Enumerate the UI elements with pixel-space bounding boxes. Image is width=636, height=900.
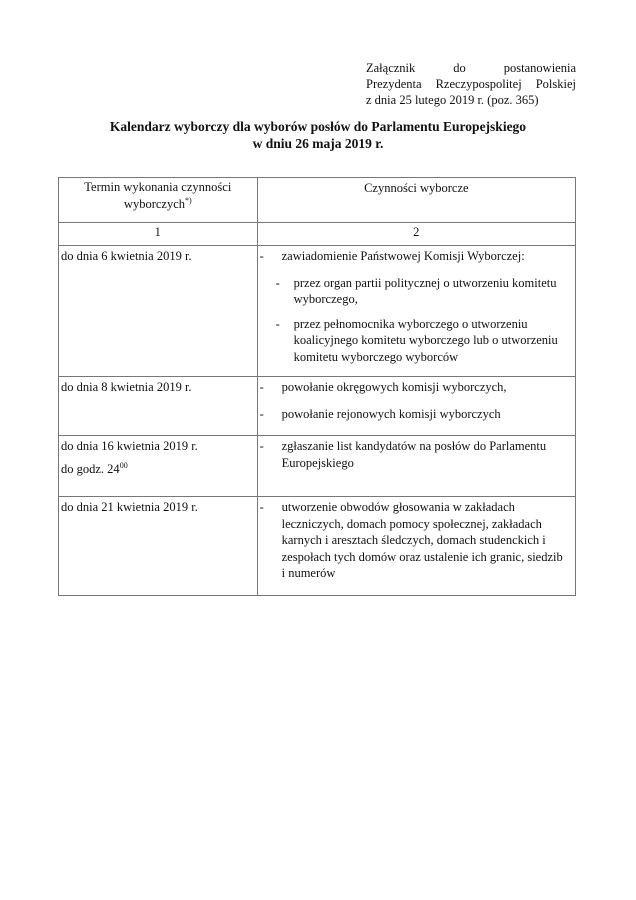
term-text: do dnia 21 kwietnia 2019 r. [61, 500, 198, 514]
annex-line-3: z dnia 25 lutego 2019 r. (poz. 365) [366, 93, 539, 107]
annex-line-2: Prezydenta Rzeczypospolitej Polskiej [366, 77, 576, 91]
subitem-text: przez organ partii politycznej o utworzeniu komitetu wyborczego, [293, 275, 557, 306]
table-row [59, 436, 576, 497]
action-text: powołanie rejonowych komisji wyborczych [281, 406, 501, 421]
action-text: powołanie okręgowych komisji wyborczych, [281, 380, 507, 394]
header-cell-actions [257, 178, 575, 223]
action-cell [257, 246, 575, 377]
header-term-line-1: Termin wykonania czynności [84, 180, 232, 194]
action-subitem: - przez pełnomocnika wyborczego o utworzeniu koalicyjnego komitetu wyborczego lub o utworzeniu komitetu wyborczego wyborców [258, 316, 575, 366]
action-item: - powołanie rejonowych komisji wyborczych [258, 406, 575, 423]
action-item: - powołanie okręgowych komisji wyborczych, [258, 377, 575, 396]
header-cell-term [59, 178, 258, 223]
term-cell [59, 436, 258, 497]
term-cell [59, 497, 258, 596]
term-cell [59, 246, 258, 377]
action-subitem: - przez organ partii politycznej o utworzeniu komitetu wyborczego, [258, 275, 575, 308]
column-number-1: 1 [59, 223, 258, 246]
term-text: do dnia 8 kwietnia 2019 r. [61, 380, 192, 394]
action-cell [257, 436, 575, 497]
annex-word-1: Załącznik [366, 61, 416, 75]
title-line-2: w dniu 26 maja 2019 r. [252, 136, 384, 151]
term-cell [59, 377, 258, 436]
column-number-2: 2 [257, 223, 575, 246]
term-text: do dnia 16 kwietnia 2019 r. [61, 439, 198, 453]
action-item: - zawiadomienie Państwowej Komisji Wyborczej: [258, 246, 575, 265]
footnote-marker: *) [185, 195, 192, 205]
term-text: do dnia 6 kwietnia 2019 r. [61, 249, 192, 263]
document-title [0, 118, 636, 152]
annex-line-1 [366, 60, 576, 76]
election-calendar-table [58, 177, 576, 596]
title-line-1: Kalendarz wyborczy dla wyborów posłów do Parlamentu Europejskiego [109, 119, 527, 134]
table-row [59, 377, 576, 436]
annex-word-2: do [453, 61, 466, 75]
table-row [59, 246, 576, 377]
term-time: do godz. $24^{00}$ [61, 460, 128, 476]
action-text: utworzenie obwodów głosowania w zakładach leczniczych, domach pomocy społecznej, zakładach karnych i aresztach śledczych, domach studenckich i zespołach tych domów oraz ustalenie ich granic, siedzib i numerów [281, 500, 563, 580]
action-text: zgłaszanie list kandydatów na posłów do Parlamentu Europejskiego [281, 439, 547, 470]
header-actions-label: Czynności wyborcze [364, 181, 469, 195]
table-header-row [59, 178, 576, 223]
action-item: - zgłaszanie list kandydatów na posłów do Parlamentu Europejskiego [258, 436, 575, 471]
action-cell [257, 497, 575, 596]
action-text: zawiadomienie Państwowej Komisji Wyborczej: [281, 249, 525, 263]
subitem-text: przez pełnomocnika wyborczego o utworzeniu koalicyjnego komitetu wyborczego lub o utworzeniu komitetu wyborczego wyborców [293, 316, 558, 364]
column-number-row [59, 223, 576, 246]
table-row [59, 497, 576, 596]
action-item: - utworzenie obwodów głosowania w zakładach leczniczych, domach pomocy społecznej, zakładach karnych i aresztach śledczych, domach studenckich i zespołach tych domów oraz ustalenie ich granic, siedzib i numerów [258, 497, 575, 582]
annex-word-3: postanowienia [503, 61, 576, 75]
header-term-line-2: wyborczych [123, 196, 186, 211]
action-cell [257, 377, 575, 436]
annex-note [366, 60, 576, 108]
